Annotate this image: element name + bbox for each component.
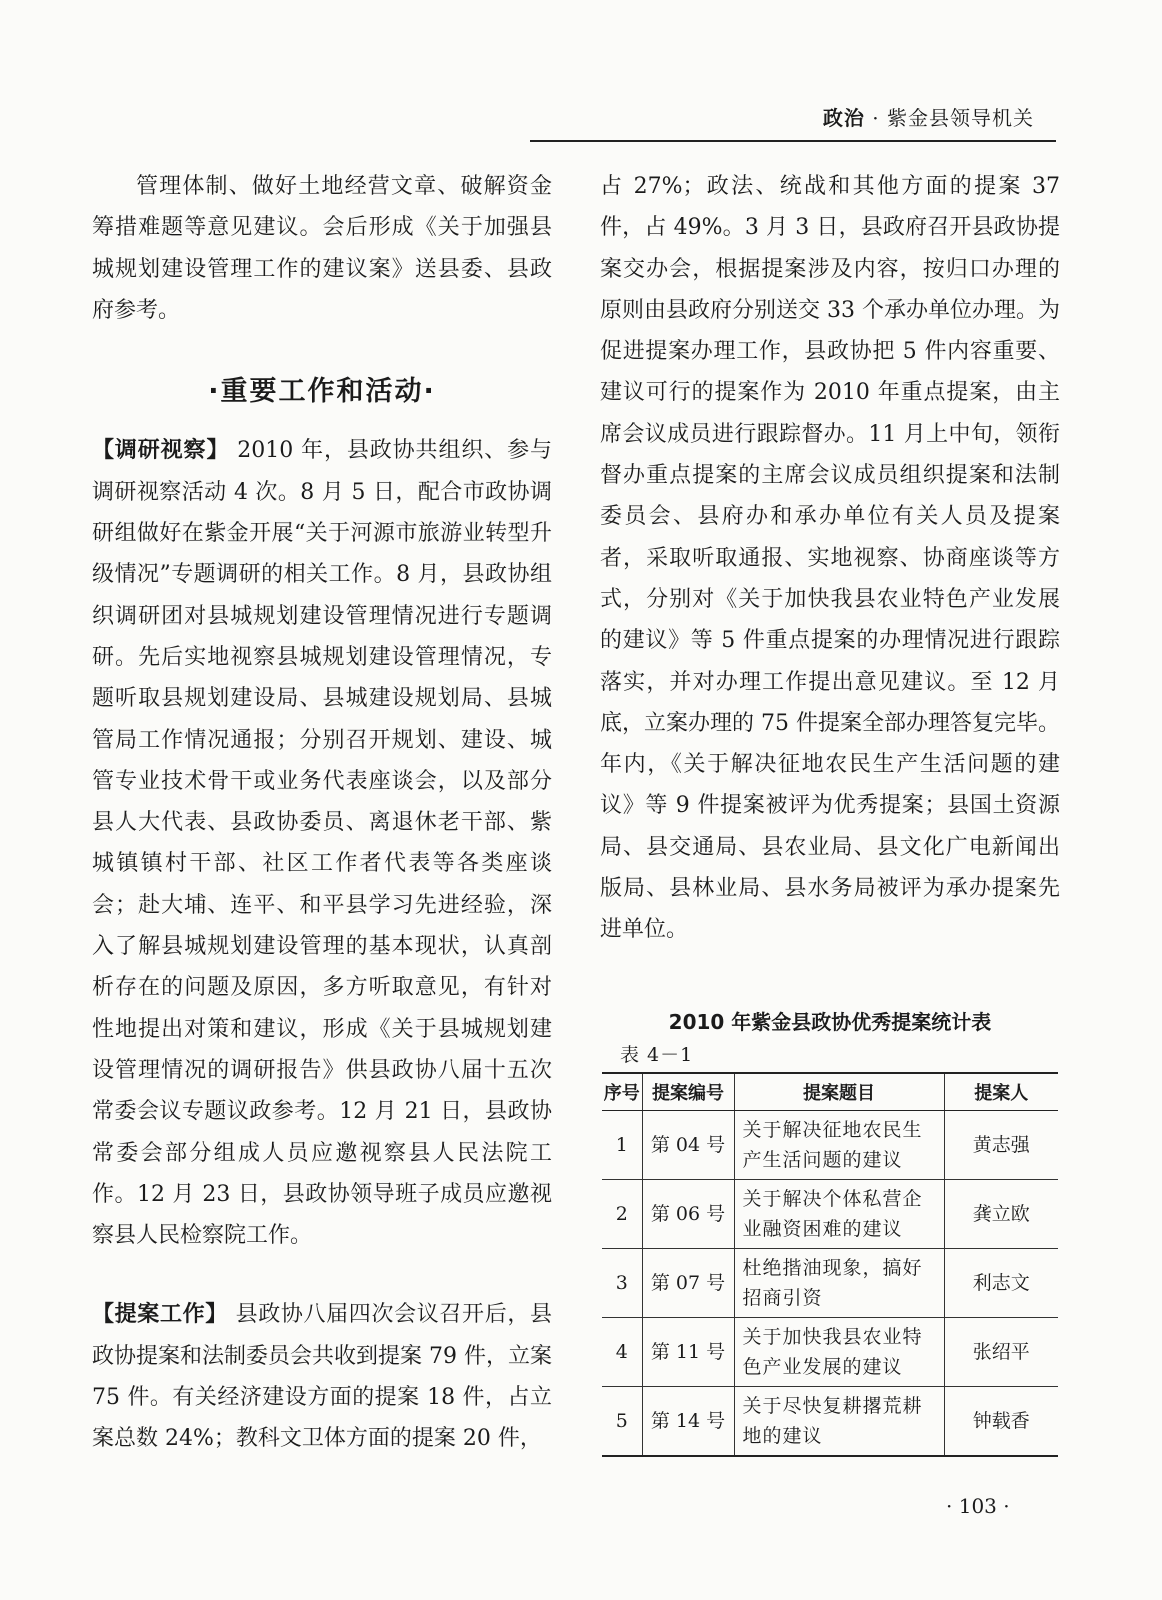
research-text: 2010 年，县政协共组织、参与调研视察活动 4 次。8 月 5 日，配合市政协调研组做好在紫金开展“关于河源市旅游业转型升级情况”专题调研的相关工作。8 月，县政协组织调研团对县城规划建设管理情况进行专题调研。先后实地视察县城规划建设管理情况，专题听取县规划建设局、县城建设规划局、县城管局工作情况通报；分别召开规划、建设、城管专业技术骨干或业务代表座谈会，以及部分县人大代表、县政协委员、离退休老干部、紫城镇镇村干部、社区工作者代表等各类座谈会；赴大埔、连平、和平县学习先进经验，深入了解县城规划建设管理的基本现状，认真剖析存在的问题及原因，多方听取意见，有针对性地提出对策和建议，形成《关于县城规划建设管理情况的调研报告》供县政协八届十五次常委会议专题议政参考。12 月 21 日，县政协常委会部分组成人员应邀视察县人民法院工作。12 月 23 日，县政协领导班子成员应邀视察县人民检察院工作。 [92,438,552,1249]
cell-topic: 杜绝揩油现象，搞好招商引资 [734,1249,944,1318]
research-tag: 【调研视察】 [92,438,230,464]
cell-proposer: 利志文 [944,1249,1058,1318]
cell-number: 第 11 号 [642,1318,734,1387]
cell-number: 第 04 号 [642,1111,734,1180]
section-title: ·重要工作和活动· [208,376,436,408]
table-row [602,1111,1058,1180]
table-row [602,1249,1058,1318]
cell-number: 第 06 号 [642,1180,734,1249]
cell-topic: 关于尽快复耕撂荒耕地的建议 [734,1387,944,1457]
table-label: 表 4－1 [620,1044,694,1066]
table-row [602,1318,1058,1387]
table-header-row [602,1073,1058,1111]
header-text: 政治 · 紫金县领导机关 [822,106,1034,130]
cell-number: 第 14 号 [642,1387,734,1457]
header-number: 提案编号 [642,1073,734,1111]
table-row [602,1387,1058,1457]
left-column [92,166,552,1460]
cell-index: 4 [602,1318,642,1387]
header-index: 序号 [602,1073,642,1111]
table-row [602,1180,1058,1249]
page-number: · 103 · [946,1494,1010,1518]
cell-index: 3 [602,1249,642,1318]
header-title: 政治 [822,106,865,130]
proposal-tag: 【提案工作】 [92,1302,228,1328]
research-paragraph [92,430,552,1256]
cell-proposer: 张绍平 [944,1318,1058,1387]
cell-topic: 关于加快我县农业特色产业发展的建议 [734,1318,944,1387]
cell-index: 1 [602,1111,642,1180]
header-subtitle: 紫金县领导机关 [887,106,1034,130]
table-title: 2010 年紫金县政协优秀提案统计表 [668,1010,992,1034]
proposal-table [602,1072,1058,1457]
cell-index: 5 [602,1387,642,1457]
cell-proposer: 钟载香 [944,1387,1058,1457]
cell-topic: 关于解决个体私营企业融资困难的建议 [734,1180,944,1249]
proposal-paragraph [92,1294,552,1459]
intro-paragraph: 管理体制、做好土地经营文章、破解资金筹措难题等意见建议。会后形成《关于加强县城规划建设管理工作的建议案》送县委、县政府参考。 [92,174,552,323]
header-proposer: 提案人 [944,1073,1058,1111]
proposal-text: 县政协八届四次会议召开后，县政协提案和法制委员会共收到提案 79 件，立案 75 件。有关经济建设方面的提案 18 件，占立案总数 24%；教科文卫体方面的提案 20 件， [92,1302,552,1452]
header-topic: 提案题目 [734,1073,944,1111]
cell-index: 2 [602,1180,642,1249]
cell-number: 第 07 号 [642,1249,734,1318]
right-column [600,166,1060,951]
right-paragraph: 占 27%；政法、统战和其他方面的提案 37 件，占 49%。3 月 3 日，县政府召开县政协提案交办会，根据提案涉及内容，按归口办理的原则由县政府分别送交 33 个承办单位办理。为促进提案办理工作，县政协把 5 件内容重要、建议可行的提案作为 2010 年重点提案，由主席会议成员进行跟踪督办。11 月上中旬，领衔督办重点提案的主席会议成员组织提案和法制委员会、县府办和承办单位有关人员及提案者，采取听取通报、实地视察、协商座谈等方式，分别对《关于加快我县农业特色产业发展的建议》等 5 件重点提案的办理情况进行跟踪落实，并对办理工作提出意见建议。至 12 月底，立案办理的 75 件提案全部办理答复完毕。年内，《关于解决征地农民生产生活问题的建议》等 9 件提案被评为优秀提案；县国土资源局、县交通局、县农业局、县文化广电新闻出版局、县林业局、县水务局被评为承办提案先进单位。 [600,174,1060,943]
cell-proposer: 黄志强 [944,1111,1058,1180]
running-header [530,96,1056,142]
cell-topic: 关于解决征地农民生产生活问题的建议 [734,1111,944,1180]
cell-proposer: 龚立欧 [944,1180,1058,1249]
